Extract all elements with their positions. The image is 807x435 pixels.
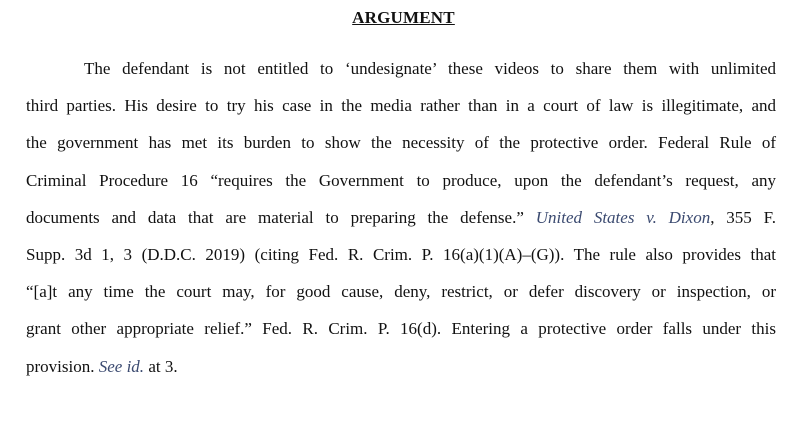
paragraph-line-4: Criminal Procedure 16 “requires the Government to produce, upon the defendant’s request, any (26, 170, 776, 190)
paragraph-line-6: Supp. 3d 1, 3 (D.D.C. 2019) (citing Fed. R. Crim. P. 16(a)(1)(A)–(G)). The rule also provides that (26, 244, 776, 264)
case-citation: United States v. Dixon (535, 207, 711, 227)
paragraph-line-1: The defendant is not entitled to ‘undesignate’ these videos to share them with unlimited (84, 59, 776, 78)
paragraph-line-2: third parties. His desire to try his case in the media rather than in a court of law is illegitimate, and (26, 96, 776, 116)
citation-signal: See id. (98, 356, 145, 376)
paragraph-line-8: grant other appropriate relief.” Fed. R. Crim. P. 16(d). Entering a protective order falls under this (26, 319, 776, 339)
paragraph-line-5 (26, 199, 776, 236)
paragraph-line-3: the government has met its burden to show the necessity of the protective order. Federal Rule of (26, 133, 776, 153)
line-5-text-b: , 355 F. (710, 207, 776, 227)
paragraph-line-7: “[a]t any time the court may, for good cause, deny, restrict, or defer discovery or inspection, or (26, 282, 776, 302)
line-9-text-a: provision. (26, 356, 99, 376)
line-9-text-b: at 3. (144, 356, 178, 376)
paragraph-line-9 (26, 348, 776, 385)
argument-paragraph (26, 50, 776, 385)
section-heading: ARGUMENT (352, 8, 455, 27)
line-5-text-a: documents and data that are material to preparing the defense.” (26, 207, 536, 227)
